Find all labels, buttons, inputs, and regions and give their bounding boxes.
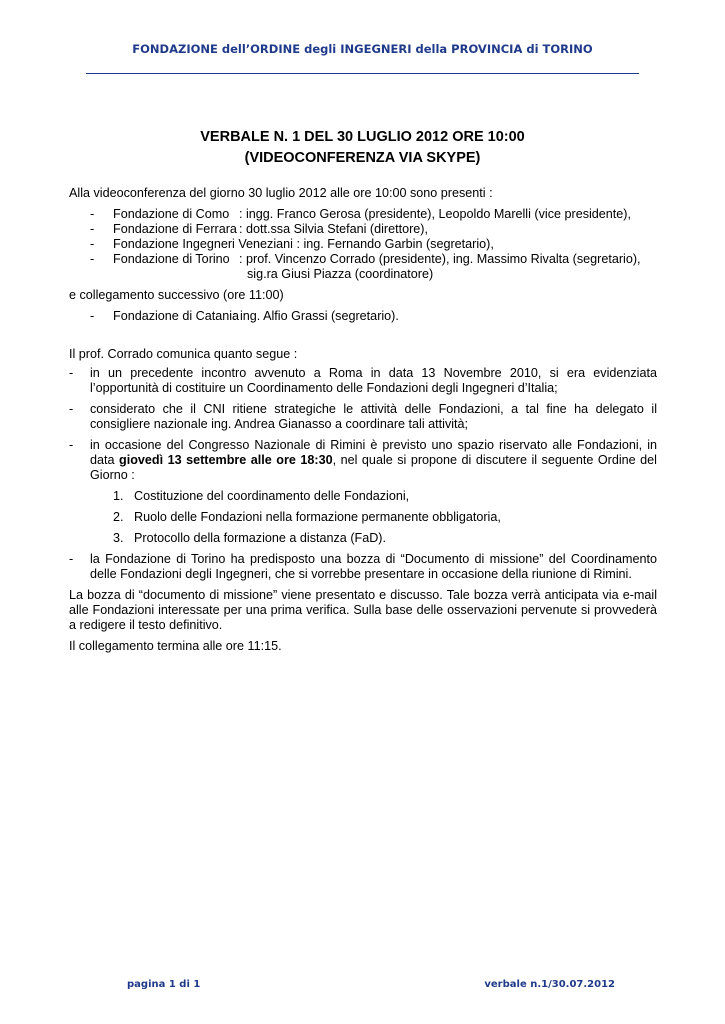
communication-point: - in un precedente incontro avvenuto a Roma in data 13 Novembre 2010, si era evidenziata l’opportunità di costituire un Coordinamento delle Fondazioni degli Ingegneri d’Italia; — [69, 366, 657, 395]
document-body — [69, 186, 657, 658]
point-text: la Fondazione di Torino ha predisposto una bozza di “Documento di missione” del Coordinamento delle Fondazioni degli Ingegneri, che si vorrebbe presentare in occasione della riunione di Rimini. — [90, 552, 657, 581]
later-intro: e collegamento successivo (ore 11:00) — [69, 288, 284, 302]
agenda-item — [69, 531, 657, 546]
point-text: in un precedente incontro avvenuto a Roma in data 13 Novembre 2010, si era evidenziata l’opportunità di costituire un Coordinamento delle Fondazioni degli Ingegneri d’Italia; — [90, 366, 657, 395]
intro-paragraph: Alla videoconferenza del giorno 30 luglio 2012 alle ore 10:00 sono presenti : — [69, 186, 493, 200]
communication-point: - la Fondazione di Torino ha predisposto una bozza di “Documento di missione” del Coordinamento delle Fondazioni degli Ingegneri, che si vorrebbe presentare in occasione della riunione di Rimini. — [69, 552, 657, 581]
attendee-item: - Fondazione di Ferrara : dott.ssa Silvia Stefani (direttore), — [90, 222, 428, 236]
footer-reference: verbale n.1/30.07.2012 — [484, 979, 615, 990]
point-text: , nel quale si propone di discutere il seguente Ordine del Giorno : — [90, 453, 657, 482]
attendee-org: Fondazione di Ferrara — [113, 222, 237, 236]
attendee-members: : ingg. Franco Gerosa (presidente), Leopoldo Marelli (vice presidente), — [239, 207, 631, 221]
later-attendee-item: - Fondazione di Catania: ing. Alfio Grassi (segretario). — [90, 309, 399, 323]
attendee-item: - Fondazione di Torino : prof. Vincenzo Corrado (presidente), ing. Massimo Rivalta (segretario), — [90, 252, 641, 266]
agenda-item — [69, 510, 657, 525]
agenda-list — [69, 489, 657, 546]
attendee-members: : ing. Fernando Garbin (segretario), — [296, 237, 494, 251]
attendee-members: : ing. Alfio Grassi (segretario). — [233, 309, 399, 323]
agenda-text: Ruolo delle Fondazioni nella formazione permanente obbligatoria, — [134, 510, 501, 524]
agenda-number: 3. — [113, 531, 124, 545]
agenda-text: Protocollo della formazione a distanza (FaD). — [134, 531, 386, 545]
agenda-text: Costituzione del coordinamento delle Fondazioni, — [134, 489, 410, 503]
attendee-org: Fondazione di Como — [113, 207, 230, 221]
title-line-1: VERBALE N. 1 DEL 30 LUGLIO 2012 ORE 10:00 — [200, 129, 525, 145]
footer-page-number: pagina 1 di 1 — [127, 979, 201, 990]
attendee-members: : dott.ssa Silvia Stefani (direttore), — [239, 222, 428, 236]
attendee-org: Fondazione di Catania — [113, 309, 240, 323]
meeting-date: giovedì 13 settembre alle ore 18:30 — [119, 453, 333, 467]
attendee-item: - Fondazione di Como : ingg. Franco Gerosa (presidente), Leopoldo Marelli (vice presidente), — [90, 207, 631, 221]
attendee-item: - Fondazione Ingegneri Veneziani : ing. Fernando Garbin (segretario), — [90, 237, 494, 251]
attendee-org: Fondazione di Torino — [113, 252, 230, 266]
end-paragraph: Il collegamento termina alle ore 11:15. — [69, 639, 282, 653]
closing-paragraph: La bozza di “documento di missione” viene presentato e discusso. Tale bozza verrà anticipata via e-mail alle Fondazioni interessate per una prima verifica. Sulla base delle osservazioni pervenute si provvederà a redigere il testo definitivo. — [69, 588, 657, 632]
attendee-members: : prof. Vincenzo Corrado (presidente), ing. Massimo Rivalta (segretario), — [239, 252, 641, 266]
agenda-item — [69, 489, 657, 504]
page-header: FONDAZIONE dell’ORDINE degli INGEGNERI della PROVINCIA di TORINO — [132, 42, 593, 56]
attendee-continuation: sig.ra Giusi Piazza (coordinatore) — [247, 267, 434, 281]
point-text: considerato che il CNI ritiene strategiche le attività delle Fondazioni, a tal fine ha delegato il consigliere nazionale ing. Andrea Gianasso a coordinare tali attività; — [90, 402, 657, 431]
agenda-number: 1. — [113, 489, 124, 503]
header-rule — [86, 73, 639, 74]
title-line-2: (VIDEOCONFERENZA VIA SKYPE) — [244, 150, 481, 166]
communication-point: - considerato che il CNI ritiene strategiche le attività delle Fondazioni, a tal fine ha delegato il consigliere nazionale ing. Andrea Gianasso a coordinare tali attività; — [69, 402, 657, 431]
attendee-list — [69, 207, 657, 282]
attendee-org: Fondazione Ingegneri Veneziani — [113, 237, 293, 251]
document-title — [0, 127, 725, 169]
communication-intro: Il prof. Corrado comunica quanto segue : — [69, 347, 298, 361]
agenda-number: 2. — [113, 510, 124, 524]
point-text: in occasione del Congresso Nazionale di Rimini è previsto uno spazio riservato alle Fondazioni, in data — [90, 438, 657, 467]
communication-point: - in occasione del Congresso Nazionale di Rimini è previsto uno spazio riservato alle Fondazioni, in data giovedì 13 settembre alle ore 18:30, nel quale si propone di discutere il seguente Ordine del Giorno : — [69, 438, 657, 482]
